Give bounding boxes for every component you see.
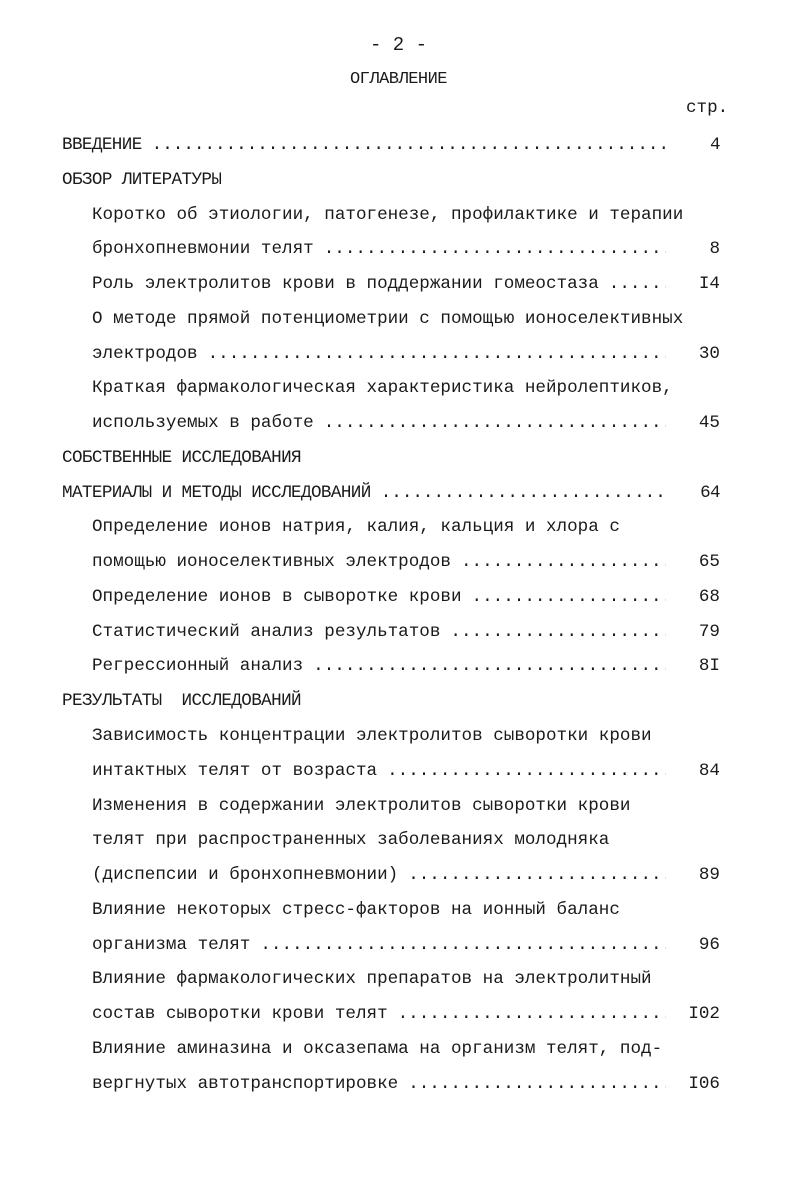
toc-line — [62, 198, 724, 233]
toc-subsection — [62, 198, 724, 268]
toc-line — [62, 580, 724, 615]
toc-subsection — [62, 1032, 724, 1102]
toc-line — [62, 823, 724, 858]
toc-section — [62, 476, 724, 511]
toc-page-number: I06 — [688, 1073, 720, 1094]
toc-title: ОГЛАВЛЕНИЕ — [349, 70, 448, 89]
toc-subsection — [62, 789, 724, 893]
toc-subsection — [62, 371, 724, 441]
toc-entry-text: электродов — [92, 343, 198, 364]
toc-line — [62, 476, 724, 511]
toc-line — [62, 371, 724, 406]
toc-page-number: 8 — [709, 239, 720, 260]
toc-line — [62, 615, 724, 650]
toc-entry-text: Определение ионов в сыворотке крови — [92, 586, 462, 607]
toc-entry-text: Влияние фармакологических препаратов на электролитный — [92, 969, 652, 990]
toc-entry-text: Определение ионов натрия, калия, кальция и хлора с — [92, 517, 620, 538]
toc-entry-text: Регрессионный анализ — [92, 656, 304, 677]
toc-entry-text: бронхопневмонии телят — [92, 239, 314, 260]
toc-line — [62, 232, 724, 267]
toc-entry-text: О методе прямой потенциометрии с помощью ионоселективных — [92, 308, 684, 329]
toc-entry-text: СОБСТВЕННЫЕ ИССЛЕДОВАНИЯ — [62, 447, 301, 468]
leader-dots — [408, 858, 666, 893]
toc-page-number: 8I — [698, 656, 720, 677]
toc-subsection — [62, 302, 724, 372]
toc-line — [62, 267, 724, 302]
toc-page-number: 79 — [698, 621, 720, 642]
leader-dots — [609, 267, 666, 302]
page-column-label: стр. — [686, 98, 729, 118]
toc-entry-text: Коротко об этиологии, патогенезе, профилактике и терапии — [92, 204, 684, 225]
toc-line — [62, 928, 724, 963]
toc-line — [62, 684, 724, 719]
toc-line — [62, 997, 724, 1032]
leader-dots — [450, 615, 666, 650]
leader-dots — [472, 580, 666, 615]
toc-section — [62, 163, 724, 198]
toc-entry-text: Статистический анализ результатов — [92, 621, 441, 642]
toc-line — [62, 406, 724, 441]
toc-entry-text: организма телят — [92, 934, 251, 955]
toc-entry-text: Роль электролитов крови в поддержании гомеостаза — [92, 274, 599, 295]
toc-subsection — [62, 962, 724, 1032]
toc-section — [62, 441, 724, 476]
toc-entry-text: (диспепсии и бронхопневмонии) — [92, 865, 399, 886]
toc-entry-text: помощью ионоселективных электродов — [92, 552, 451, 573]
leader-dots — [324, 406, 666, 441]
toc-page-number: 45 — [698, 413, 720, 434]
toc-page-number: I4 — [698, 274, 720, 295]
toc-line — [62, 337, 724, 372]
toc-section — [62, 684, 724, 719]
leader-dots — [408, 1067, 666, 1102]
table-of-contents — [62, 128, 724, 1101]
toc-entry-text: Влияние некоторых стресс-факторов на ионный баланс — [92, 899, 620, 920]
toc-entry-text: РЕЗУЛЬТАТЫ ИССЛЕДОВАНИЙ — [62, 691, 301, 712]
toc-page-number: 64 — [700, 482, 720, 503]
toc-subsection — [62, 510, 724, 580]
leader-dots — [398, 997, 666, 1032]
leader-dots — [387, 754, 666, 789]
toc-line — [62, 1067, 724, 1102]
toc-entry-text: телят при распространенных заболеваниях молодняка — [92, 830, 610, 851]
toc-line — [62, 510, 724, 545]
toc-entry-text: ВВЕДЕНИЕ — [62, 135, 142, 155]
toc-section — [62, 128, 724, 163]
toc-subsection — [62, 649, 724, 684]
toc-page-number: 96 — [698, 934, 720, 955]
toc-line — [62, 441, 724, 476]
toc-entry-text: состав сыворотки крови телят — [92, 1004, 388, 1025]
toc-subsection — [62, 267, 724, 302]
leader-dots — [208, 337, 666, 372]
toc-line — [62, 302, 724, 337]
toc-subsection — [62, 719, 724, 789]
toc-line — [62, 1032, 724, 1067]
leader-dots — [313, 649, 666, 684]
toc-subsection — [62, 893, 724, 963]
toc-page-number: 65 — [698, 552, 720, 573]
toc-line — [62, 128, 724, 163]
toc-line — [62, 754, 724, 789]
toc-line — [62, 789, 724, 824]
toc-page-number: 84 — [698, 760, 720, 781]
leader-dots — [461, 545, 666, 580]
toc-entry-text: Влияние аминазина и оксазепама на организм телят, под- — [92, 1038, 663, 1059]
toc-entry-text: Изменения в содержании электролитов сыворотки крови — [92, 795, 631, 816]
toc-entry-text: МАТЕРИАЛЫ И МЕТОДЫ ИССЛЕДОВАНИЙ — [62, 482, 371, 503]
toc-page-number: 4 — [710, 135, 720, 155]
toc-line — [62, 893, 724, 928]
leader-dots — [260, 928, 666, 963]
toc-page-number: 68 — [698, 586, 720, 607]
toc-subsection — [62, 580, 724, 615]
toc-page-number: 89 — [698, 865, 720, 886]
leader-dots — [152, 128, 666, 163]
toc-entry-text: используемых в работе — [92, 413, 314, 434]
toc-entry-text: Краткая фармакологическая характеристика нейролептиков, — [92, 378, 673, 399]
leader-dots — [381, 476, 666, 511]
toc-entry-text: Зависимость концентрации электролитов сыворотки крови — [92, 726, 652, 747]
toc-entry-text: вергнутых автотранспортировке — [92, 1073, 399, 1094]
toc-page-number: 30 — [698, 343, 720, 364]
toc-line — [62, 163, 724, 198]
page-number: - 2 - — [369, 34, 427, 56]
toc-subsection — [62, 615, 724, 650]
toc-line — [62, 545, 724, 580]
toc-page-number: I02 — [688, 1004, 720, 1025]
toc-line — [62, 719, 724, 754]
leader-dots — [324, 232, 666, 267]
toc-line — [62, 649, 724, 684]
toc-line — [62, 962, 724, 997]
toc-entry-text: интактных телят от возраста — [92, 760, 378, 781]
toc-entry-text: ОБЗОР ЛИТЕРАТУРЫ — [62, 169, 222, 190]
toc-line — [62, 858, 724, 893]
